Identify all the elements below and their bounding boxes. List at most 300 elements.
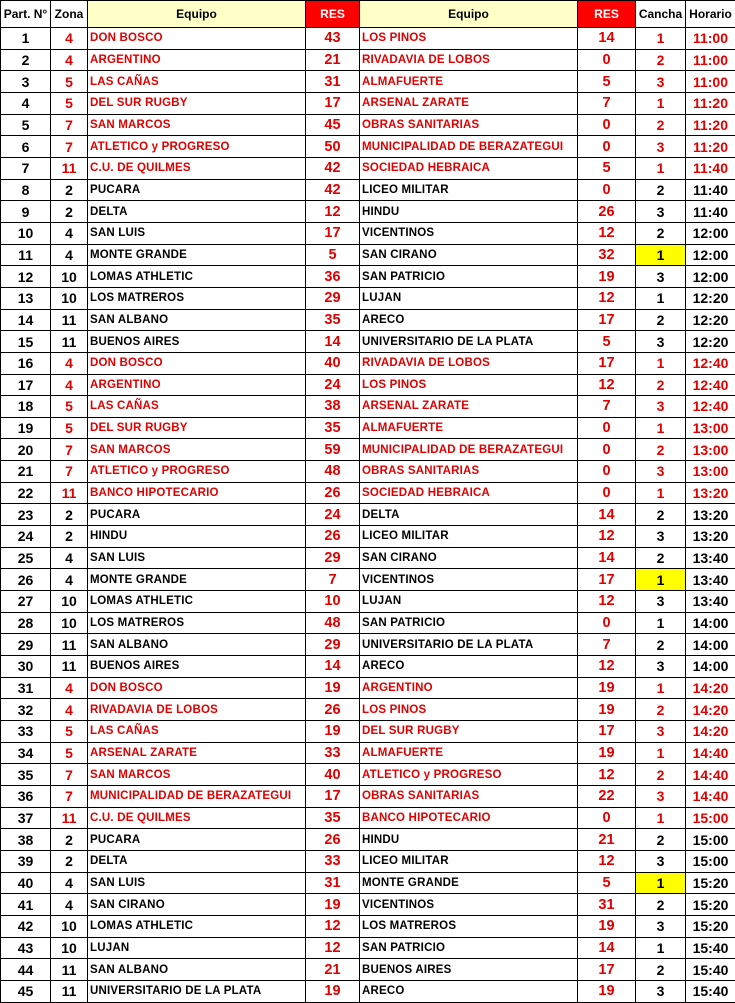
cancha-value: 1 — [636, 872, 686, 894]
res-visitante: 17 — [578, 309, 636, 331]
equipo-local: SAN MARCOS — [88, 114, 306, 136]
horario-value: 14:20 — [686, 721, 735, 743]
cancha-value: 3 — [636, 656, 686, 678]
table-row — [1, 677, 735, 699]
table-row — [1, 959, 735, 981]
equipo-local: SAN ALBANO — [88, 309, 306, 331]
partido-number: 18 — [1, 396, 51, 418]
header-equipo-local: Equipo — [88, 1, 306, 28]
res-visitante: 19 — [578, 266, 636, 288]
cancha-value: 1 — [636, 677, 686, 699]
horario-value: 11:20 — [686, 114, 735, 136]
equipo-local: DELTA — [88, 201, 306, 223]
res-local: 19 — [306, 894, 360, 916]
table-row — [1, 937, 735, 959]
table-row — [1, 244, 735, 266]
zona-value: 4 — [51, 547, 88, 569]
res-visitante: 19 — [578, 915, 636, 937]
res-visitante: 17 — [578, 959, 636, 981]
res-visitante: 0 — [578, 179, 636, 201]
zona-value: 7 — [51, 114, 88, 136]
horario-value: 14:40 — [686, 742, 735, 764]
zona-value: 10 — [51, 287, 88, 309]
res-visitante: 21 — [578, 829, 636, 851]
cancha-value: 2 — [636, 894, 686, 916]
res-visitante: 12 — [578, 287, 636, 309]
res-local: 48 — [306, 612, 360, 634]
res-visitante: 7 — [578, 396, 636, 418]
table-row — [1, 136, 735, 158]
equipo-local: PUCARA — [88, 504, 306, 526]
cancha-value: 2 — [636, 547, 686, 569]
horario-value: 13:00 — [686, 417, 735, 439]
equipo-visitante: MUNICIPALIDAD DE BERAZATEGUI — [360, 439, 578, 461]
table-row — [1, 894, 735, 916]
res-local: 17 — [306, 92, 360, 114]
horario-value: 15:40 — [686, 937, 735, 959]
res-local: 29 — [306, 287, 360, 309]
cancha-value: 1 — [636, 157, 686, 179]
zona-value: 7 — [51, 461, 88, 483]
partido-number: 2 — [1, 49, 51, 71]
partido-number: 21 — [1, 461, 51, 483]
horario-value: 14:20 — [686, 699, 735, 721]
table-row — [1, 417, 735, 439]
res-local: 12 — [306, 915, 360, 937]
res-visitante: 17 — [578, 352, 636, 374]
cancha-value: 2 — [636, 114, 686, 136]
equipo-visitante: ARECO — [360, 309, 578, 331]
horario-value: 13:40 — [686, 547, 735, 569]
equipo-local: LOMAS ATHLETIC — [88, 266, 306, 288]
partido-number: 32 — [1, 699, 51, 721]
res-visitante: 12 — [578, 656, 636, 678]
horario-value: 11:20 — [686, 136, 735, 158]
zona-value: 10 — [51, 266, 88, 288]
res-local: 38 — [306, 396, 360, 418]
zona-value: 4 — [51, 699, 88, 721]
table-row — [1, 266, 735, 288]
res-local: 50 — [306, 136, 360, 158]
res-local: 42 — [306, 179, 360, 201]
cancha-value: 1 — [636, 742, 686, 764]
zona-value: 4 — [51, 569, 88, 591]
cancha-value: 3 — [636, 526, 686, 548]
res-visitante: 12 — [578, 222, 636, 244]
partido-number: 27 — [1, 591, 51, 613]
zona-value: 2 — [51, 201, 88, 223]
equipo-local: ARGENTINO — [88, 49, 306, 71]
cancha-value: 2 — [636, 49, 686, 71]
res-local: 17 — [306, 222, 360, 244]
table-row — [1, 764, 735, 786]
res-visitante: 5 — [578, 872, 636, 894]
equipo-local: SAN CIRANO — [88, 894, 306, 916]
equipo-visitante: LUJAN — [360, 287, 578, 309]
partido-number: 25 — [1, 547, 51, 569]
equipo-local: LAS CAÑAS — [88, 396, 306, 418]
equipo-local: RIVADAVIA DE LOBOS — [88, 699, 306, 721]
table-row — [1, 114, 735, 136]
zona-value: 2 — [51, 179, 88, 201]
table-row — [1, 374, 735, 396]
zona-value: 11 — [51, 634, 88, 656]
horario-value: 12:00 — [686, 244, 735, 266]
res-local: 24 — [306, 374, 360, 396]
res-local: 24 — [306, 504, 360, 526]
table-row — [1, 872, 735, 894]
equipo-local: SAN LUIS — [88, 222, 306, 244]
cancha-value: 2 — [636, 764, 686, 786]
table-row — [1, 331, 735, 353]
partido-number: 28 — [1, 612, 51, 634]
zona-value: 5 — [51, 742, 88, 764]
horario-value: 15:40 — [686, 980, 735, 1002]
zona-value: 7 — [51, 136, 88, 158]
equipo-local: MONTE GRANDE — [88, 569, 306, 591]
equipo-local: LOS MATREROS — [88, 612, 306, 634]
equipo-local: MUNICIPALIDAD DE BERAZATEGUI — [88, 785, 306, 807]
partido-number: 6 — [1, 136, 51, 158]
table-row — [1, 742, 735, 764]
zona-value: 7 — [51, 439, 88, 461]
res-visitante: 7 — [578, 634, 636, 656]
cancha-value: 2 — [636, 374, 686, 396]
equipo-visitante: ARSENAL ZARATE — [360, 396, 578, 418]
partido-number: 42 — [1, 915, 51, 937]
zona-value: 4 — [51, 352, 88, 374]
horario-value: 13:20 — [686, 482, 735, 504]
equipo-local: LAS CAÑAS — [88, 721, 306, 743]
equipo-local: SAN LUIS — [88, 547, 306, 569]
horario-value: 12:00 — [686, 266, 735, 288]
horario-value: 13:00 — [686, 439, 735, 461]
horario-value: 11:20 — [686, 92, 735, 114]
res-local: 45 — [306, 114, 360, 136]
equipo-local: ARGENTINO — [88, 374, 306, 396]
partido-number: 30 — [1, 656, 51, 678]
res-visitante: 12 — [578, 591, 636, 613]
horario-value: 15:00 — [686, 807, 735, 829]
equipo-visitante: UNIVERSITARIO DE LA PLATA — [360, 331, 578, 353]
equipo-visitante: LOS PINOS — [360, 28, 578, 50]
res-local: 21 — [306, 959, 360, 981]
res-local: 35 — [306, 417, 360, 439]
equipo-local: DON BOSCO — [88, 28, 306, 50]
table-row — [1, 829, 735, 851]
horario-value: 15:20 — [686, 915, 735, 937]
res-visitante: 31 — [578, 894, 636, 916]
zona-value: 2 — [51, 829, 88, 851]
equipo-visitante: RIVADAVIA DE LOBOS — [360, 352, 578, 374]
table-row — [1, 461, 735, 483]
equipo-local: SAN ALBANO — [88, 959, 306, 981]
equipo-local: LOMAS ATHLETIC — [88, 915, 306, 937]
header-horario: Horario — [686, 1, 735, 28]
cancha-value: 3 — [636, 201, 686, 223]
cancha-value: 2 — [636, 504, 686, 526]
res-local: 42 — [306, 157, 360, 179]
res-local: 48 — [306, 461, 360, 483]
zona-value: 5 — [51, 721, 88, 743]
cancha-value: 3 — [636, 721, 686, 743]
equipo-local: ATLETICO y PROGRESO — [88, 461, 306, 483]
equipo-local: BANCO HIPOTECARIO — [88, 482, 306, 504]
equipo-visitante: SAN PATRICIO — [360, 266, 578, 288]
equipo-local: DELTA — [88, 850, 306, 872]
equipo-visitante: ATLETICO y PROGRESO — [360, 764, 578, 786]
equipo-local: LAS CAÑAS — [88, 71, 306, 93]
equipo-local: SAN ALBANO — [88, 634, 306, 656]
res-local: 33 — [306, 742, 360, 764]
table-row — [1, 287, 735, 309]
res-visitante: 5 — [578, 157, 636, 179]
partido-number: 40 — [1, 872, 51, 894]
partido-number: 11 — [1, 244, 51, 266]
equipo-local: BUENOS AIRES — [88, 656, 306, 678]
zona-value: 4 — [51, 28, 88, 50]
equipo-local: SAN LUIS — [88, 872, 306, 894]
zona-value: 11 — [51, 482, 88, 504]
cancha-value: 3 — [636, 785, 686, 807]
res-visitante: 32 — [578, 244, 636, 266]
cancha-value: 3 — [636, 850, 686, 872]
partido-number: 24 — [1, 526, 51, 548]
res-visitante: 19 — [578, 677, 636, 699]
zona-value: 11 — [51, 157, 88, 179]
table-row — [1, 656, 735, 678]
res-local: 29 — [306, 634, 360, 656]
partido-number: 29 — [1, 634, 51, 656]
equipo-visitante: VICENTINOS — [360, 222, 578, 244]
equipo-visitante: BUENOS AIRES — [360, 959, 578, 981]
partido-number: 19 — [1, 417, 51, 439]
zona-value: 11 — [51, 309, 88, 331]
res-visitante: 17 — [578, 721, 636, 743]
partido-number: 23 — [1, 504, 51, 526]
equipo-visitante: SAN CIRANO — [360, 547, 578, 569]
equipo-visitante: SAN CIRANO — [360, 244, 578, 266]
zona-value: 5 — [51, 92, 88, 114]
horario-value: 13:20 — [686, 526, 735, 548]
table-row — [1, 807, 735, 829]
partido-number: 10 — [1, 222, 51, 244]
table-row — [1, 222, 735, 244]
zona-value: 4 — [51, 222, 88, 244]
horario-value: 14:00 — [686, 612, 735, 634]
res-local: 59 — [306, 439, 360, 461]
res-visitante: 22 — [578, 785, 636, 807]
res-local: 31 — [306, 71, 360, 93]
res-visitante: 14 — [578, 504, 636, 526]
horario-value: 12:20 — [686, 331, 735, 353]
res-local: 14 — [306, 656, 360, 678]
horario-value: 14:00 — [686, 634, 735, 656]
equipo-local: C.U. DE QUILMES — [88, 807, 306, 829]
header-row — [1, 1, 735, 28]
equipo-local: LUJAN — [88, 937, 306, 959]
partido-number: 38 — [1, 829, 51, 851]
partido-number: 14 — [1, 309, 51, 331]
equipo-visitante: SAN PATRICIO — [360, 612, 578, 634]
equipo-visitante: LICEO MILITAR — [360, 179, 578, 201]
res-local: 21 — [306, 49, 360, 71]
table-row — [1, 71, 735, 93]
horario-value: 12:20 — [686, 309, 735, 331]
horario-value: 15:20 — [686, 872, 735, 894]
res-local: 26 — [306, 829, 360, 851]
equipo-local: ARSENAL ZARATE — [88, 742, 306, 764]
table-row — [1, 201, 735, 223]
zona-value: 10 — [51, 915, 88, 937]
partido-number: 7 — [1, 157, 51, 179]
equipo-visitante: SOCIEDAD HEBRAICA — [360, 157, 578, 179]
cancha-value: 2 — [636, 179, 686, 201]
partido-number: 37 — [1, 807, 51, 829]
partido-number: 45 — [1, 980, 51, 1002]
table-row — [1, 179, 735, 201]
header-res-visitante: RES — [578, 1, 636, 28]
res-local: 19 — [306, 721, 360, 743]
cancha-value: 1 — [636, 937, 686, 959]
table-row — [1, 850, 735, 872]
res-visitante: 5 — [578, 71, 636, 93]
partido-number: 8 — [1, 179, 51, 201]
horario-value: 15:00 — [686, 829, 735, 851]
res-local: 19 — [306, 677, 360, 699]
partido-number: 17 — [1, 374, 51, 396]
cancha-value: 1 — [636, 352, 686, 374]
equipo-visitante: LICEO MILITAR — [360, 526, 578, 548]
equipo-visitante: OBRAS SANITARIAS — [360, 114, 578, 136]
zona-value: 11 — [51, 656, 88, 678]
cancha-value: 2 — [636, 439, 686, 461]
cancha-value: 1 — [636, 92, 686, 114]
res-visitante: 0 — [578, 612, 636, 634]
res-visitante: 12 — [578, 526, 636, 548]
equipo-visitante: DEL SUR RUGBY — [360, 721, 578, 743]
equipo-local: LOS MATREROS — [88, 287, 306, 309]
partido-number: 34 — [1, 742, 51, 764]
table-row — [1, 785, 735, 807]
partido-number: 44 — [1, 959, 51, 981]
table-row — [1, 92, 735, 114]
equipo-local: ATLETICO y PROGRESO — [88, 136, 306, 158]
partido-number: 3 — [1, 71, 51, 93]
zona-value: 4 — [51, 677, 88, 699]
horario-value: 11:00 — [686, 49, 735, 71]
cancha-value: 1 — [636, 807, 686, 829]
equipo-local: PUCARA — [88, 179, 306, 201]
horario-value: 12:40 — [686, 396, 735, 418]
partido-number: 15 — [1, 331, 51, 353]
equipo-visitante: UNIVERSITARIO DE LA PLATA — [360, 634, 578, 656]
header-res-local: RES — [306, 1, 360, 28]
horario-value: 13:20 — [686, 504, 735, 526]
res-local: 7 — [306, 569, 360, 591]
equipo-local: DON BOSCO — [88, 677, 306, 699]
res-local: 14 — [306, 331, 360, 353]
equipo-local: LOMAS ATHLETIC — [88, 591, 306, 613]
res-local: 5 — [306, 244, 360, 266]
equipo-visitante: LOS MATREROS — [360, 915, 578, 937]
equipo-visitante: OBRAS SANITARIAS — [360, 785, 578, 807]
res-visitante: 17 — [578, 569, 636, 591]
zona-value: 2 — [51, 526, 88, 548]
equipo-visitante: LUJAN — [360, 591, 578, 613]
res-local: 10 — [306, 591, 360, 613]
equipo-local: DEL SUR RUGBY — [88, 417, 306, 439]
zona-value: 5 — [51, 396, 88, 418]
cancha-value: 1 — [636, 417, 686, 439]
cancha-value: 2 — [636, 309, 686, 331]
table-row — [1, 352, 735, 374]
res-visitante: 7 — [578, 92, 636, 114]
table-row — [1, 980, 735, 1002]
table-row — [1, 309, 735, 331]
table-row — [1, 28, 735, 50]
cancha-value: 1 — [636, 482, 686, 504]
horario-value: 14:40 — [686, 764, 735, 786]
res-visitante: 19 — [578, 742, 636, 764]
horario-value: 13:40 — [686, 569, 735, 591]
equipo-local: SAN MARCOS — [88, 439, 306, 461]
zona-value: 11 — [51, 807, 88, 829]
zona-value: 10 — [51, 591, 88, 613]
zona-value: 10 — [51, 937, 88, 959]
cancha-value: 1 — [636, 612, 686, 634]
res-visitante: 0 — [578, 461, 636, 483]
zona-value: 7 — [51, 785, 88, 807]
horario-value: 14:20 — [686, 677, 735, 699]
partido-number: 39 — [1, 850, 51, 872]
zona-value: 11 — [51, 331, 88, 353]
equipo-visitante: ARECO — [360, 656, 578, 678]
res-visitante: 0 — [578, 807, 636, 829]
equipo-visitante: ALMAFUERTE — [360, 417, 578, 439]
res-local: 26 — [306, 699, 360, 721]
res-local: 17 — [306, 785, 360, 807]
table-row — [1, 482, 735, 504]
equipo-visitante: ALMAFUERTE — [360, 742, 578, 764]
horario-value: 13:40 — [686, 591, 735, 613]
partido-number: 33 — [1, 721, 51, 743]
cancha-value: 3 — [636, 591, 686, 613]
res-visitante: 26 — [578, 201, 636, 223]
table-row — [1, 634, 735, 656]
res-visitante: 0 — [578, 136, 636, 158]
equipo-visitante: LICEO MILITAR — [360, 850, 578, 872]
horario-value: 12:20 — [686, 287, 735, 309]
res-visitante: 0 — [578, 439, 636, 461]
cancha-value: 2 — [636, 634, 686, 656]
table-row — [1, 915, 735, 937]
equipo-visitante: SOCIEDAD HEBRAICA — [360, 482, 578, 504]
res-visitante: 12 — [578, 850, 636, 872]
zona-value: 4 — [51, 49, 88, 71]
res-visitante: 19 — [578, 699, 636, 721]
res-visitante: 12 — [578, 374, 636, 396]
header-equipo-visitante: Equipo — [360, 1, 578, 28]
horario-value: 12:00 — [686, 222, 735, 244]
zona-value: 11 — [51, 980, 88, 1002]
zona-value: 2 — [51, 504, 88, 526]
header-cancha: Cancha — [636, 1, 686, 28]
equipo-local: DEL SUR RUGBY — [88, 92, 306, 114]
zona-value: 4 — [51, 894, 88, 916]
res-visitante: 14 — [578, 937, 636, 959]
zona-value: 11 — [51, 959, 88, 981]
